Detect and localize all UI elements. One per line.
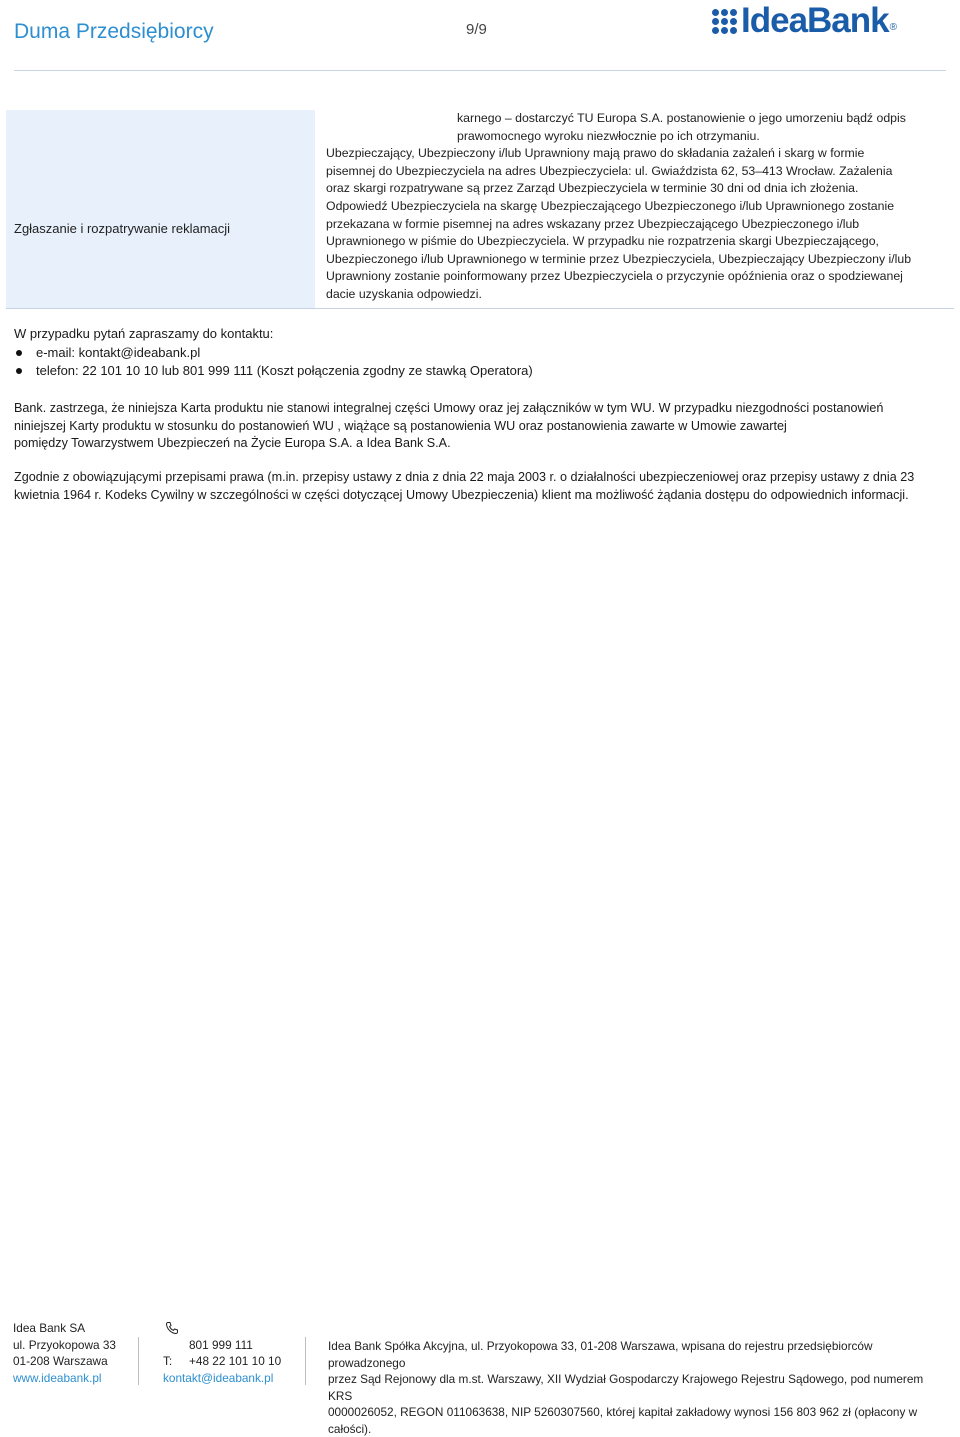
- header-divider: [14, 70, 946, 71]
- logo-wordmark: IdeaBank: [741, 2, 889, 40]
- table-line: Uprawnionego w piśmie do Ubezpieczyciela. W przypadku nie rozpatrzenia skargi Ubezpieczającego,: [326, 233, 946, 251]
- footer-legal-line: całości).: [328, 1421, 938, 1437]
- tel-prefix-label: T:: [163, 1353, 189, 1370]
- footer-legal-line: przez Sąd Rejonowy dla m.st. Warszawy, XII Wydział Gospodarczy Krajowego Rejestru Sądowego, pod numerem KRS: [328, 1371, 938, 1404]
- footer-legal-text: [328, 1338, 938, 1437]
- table-line: dacie uzyskania odpowiedzi.: [326, 286, 946, 304]
- table-line: prawomocnego wyroku niezwłocznie po ich otrzymaniu.: [326, 128, 946, 146]
- contact-email[interactable]: e-mail: kontakt@ideabank.pl: [14, 344, 533, 363]
- table-line: przekazana w formie pisemnej na adres wskazany przez Ubezpieczającego Ubezpieczonego i/lub: [326, 216, 946, 234]
- footer-tel[interactable]: +48 22 101 10 10: [189, 1354, 281, 1368]
- footer-divider: [305, 1337, 306, 1385]
- table-content-cell: [326, 110, 946, 304]
- table-line: pisemnej do Ubezpieczyciela na adres Ubezpieczyciela: ul. Gwiaździsta 62, 53–413 Wrocław. Zażalenia: [326, 163, 946, 181]
- footer-city: 01-208 Warszawa: [13, 1353, 116, 1370]
- legal-basis-paragraph: [14, 469, 950, 504]
- document-title: Duma Przedsiębiorcy: [14, 20, 214, 44]
- paragraph-line: Zgodnie z obowiązującymi przepisami prawa (m.in. przepisy ustawy z dnia z dnia 22 maja 2003 r. o działalności ubezpieczeniowej oraz przepisy ustawy z dnia 23: [14, 469, 950, 487]
- contact-intro: W przypadku pytań zapraszamy do kontaktu:: [14, 325, 533, 344]
- footer-hotline[interactable]: 801 999 111: [189, 1338, 253, 1352]
- footer-address: [13, 1320, 116, 1386]
- ideabank-logo: [712, 2, 948, 40]
- footer-email-link[interactable]: kontakt@ideabank.pl: [163, 1370, 281, 1387]
- footer-legal-line: Idea Bank Spółka Akcyjna, ul. Przyokopowa 33, 01-208 Warszawa, wpisana do rejestru przedsiębiorców prowadzonego: [328, 1338, 938, 1371]
- table-line: karnego – dostarczyć TU Europa S.A. postanowienie o jego umorzeniu bądź odpis: [326, 110, 946, 128]
- footer-tel-row: [163, 1353, 281, 1370]
- paragraph-line: Bank. zastrzega, że niniejsza Karta produktu nie stanowi integralnej części Umowy oraz jej załączników w tym WU. W przypadku niezgodności postanowień: [14, 400, 950, 418]
- paragraph-line: niniejszej Karty produktu w stosunku do postanowień WU , wiążące są postanowienia WU oraz postanowienia zawarte w Umowie zawartej: [14, 418, 950, 436]
- table-line: oraz skargi rozpatrywane są przez Zarząd Ubezpieczyciela w terminie 30 dni od dnia ich złożenia.: [326, 180, 946, 198]
- page-number: 9/9: [466, 21, 487, 38]
- table-label: Zgłaszanie i rozpatrywanie reklamacji: [14, 221, 230, 236]
- table-line: Ubezpieczonego i/lub Uprawnionego w terminie przez Ubezpieczyciela, Ubezpieczający Ubezpieczony i/lub: [326, 251, 946, 269]
- footer-street: ul. Przyokopowa 33: [13, 1337, 116, 1354]
- contact-phone[interactable]: telefon: 22 101 10 10 lub 801 999 111 (Koszt połączenia zgodny ze stawką Operatora): [14, 362, 533, 381]
- footer-company: Idea Bank SA: [13, 1320, 116, 1337]
- complaints-table: [6, 110, 954, 309]
- table-line: Uprawniony zostanie poinformowany przez Ubezpieczyciela o przyczynie opóźnienia oraz o spodziewanej: [326, 268, 946, 286]
- table-label-cell: [6, 110, 315, 308]
- paragraph-line: pomiędzy Towarzystwem Ubezpieczeń na Życie Europa S.A. a Idea Bank S.A.: [14, 435, 950, 453]
- page-header: [0, 0, 960, 72]
- paragraph-line: kwietnia 1964 r. Kodeks Cywilny w szczególności w części dotyczącej Umowy Ubezpieczenia) klient ma możliwość żądania dostępu do odpowiednich informacji.: [14, 487, 950, 505]
- contact-section: [14, 325, 533, 381]
- footer-phones: [163, 1320, 281, 1386]
- footer-legal-line: 0000026052, REGON 011063638, NIP 5260307560, której kapitał zakładowy wynosi 156 803 962 zł (opłacony w: [328, 1404, 938, 1421]
- footer-divider: [138, 1337, 139, 1385]
- footer-website-link[interactable]: www.ideabank.pl: [13, 1370, 116, 1387]
- contact-list: [14, 344, 533, 381]
- footer-hotline-row: [163, 1337, 281, 1354]
- logo-dots-icon: [712, 9, 737, 34]
- table-line: Ubezpieczający, Ubezpieczony i/lub Uprawniony mają prawo do składania zażaleń i skarg w formie: [326, 145, 946, 163]
- disclaimer-paragraph: [14, 400, 950, 453]
- page-footer: [0, 1320, 960, 1397]
- registered-mark-icon: ®: [890, 22, 897, 33]
- table-line: Odpowiedź Ubezpieczyciela na skargę Ubezpieczającego Ubezpieczonego i/lub Uprawnionego zostanie: [326, 198, 946, 216]
